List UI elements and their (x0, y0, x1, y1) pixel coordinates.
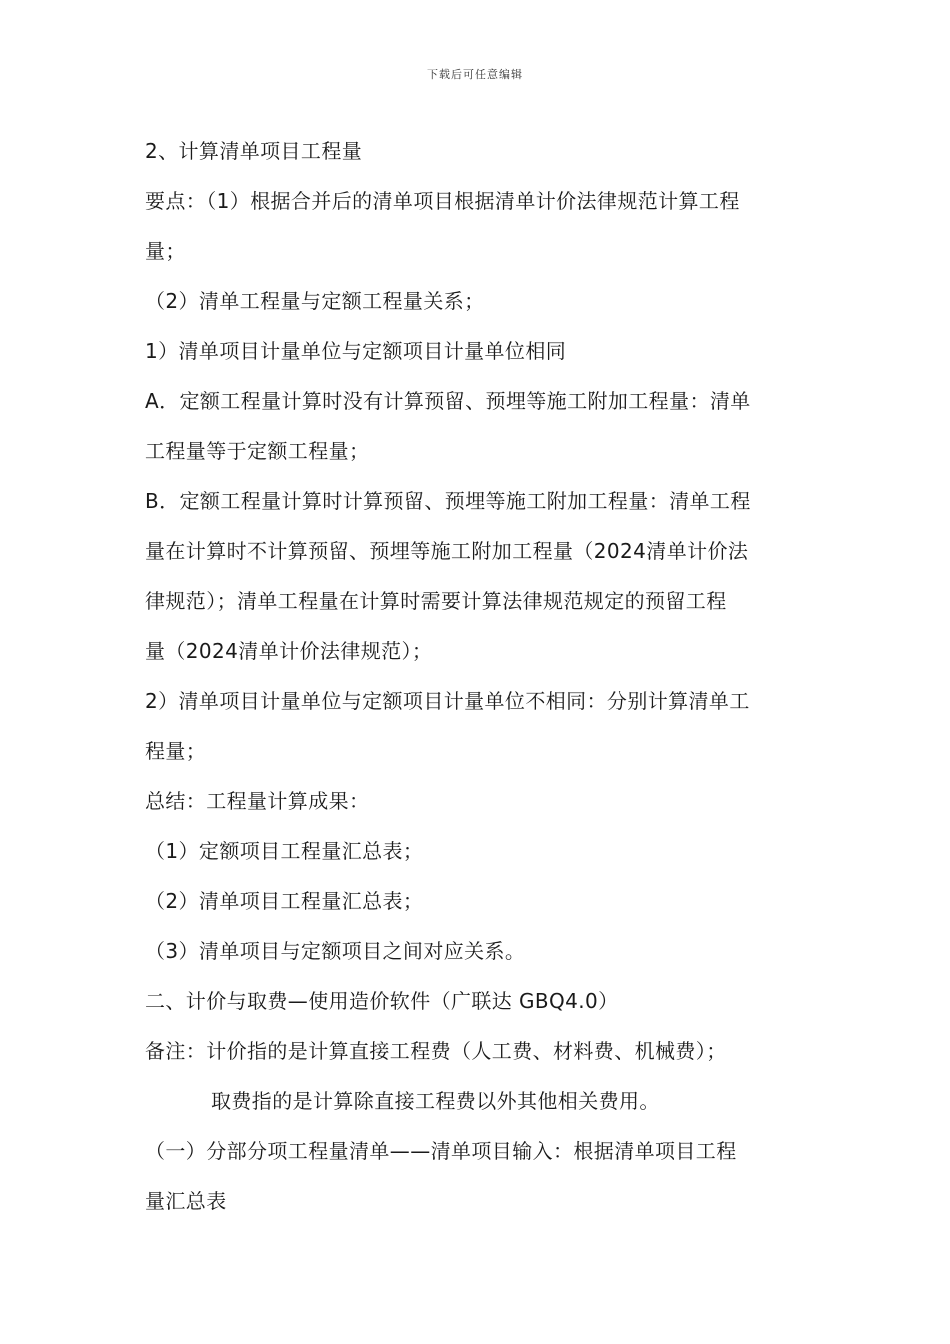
paragraph-line: 总结：工程量计算成果： (145, 789, 370, 813)
section-heading: 二、计价与取费—使用造价软件（广联达 GBQ4.0） (145, 989, 619, 1013)
paragraph-line: （2）清单工程量与定额工程量关系； (145, 289, 485, 313)
paragraph-line: 量（2024清单计价法律规范）； (145, 639, 433, 663)
note-line: 备注：计价指的是计算直接工程费（人工费、材料费、机械费）； (145, 1039, 727, 1063)
paragraph-line: 1）清单项目计量单位与定额项目计量单位相同 (145, 339, 567, 363)
paragraph-line: （一）分部分项工程量清单——清单项目输入：根据清单项目工程 (145, 1139, 737, 1163)
paragraph-line: 量在计算时不计算预留、预埋等施工附加工程量（2024清单计价法 (145, 539, 749, 563)
paragraph-line: 要点：（1）根据合并后的清单项目根据清单计价法律规范计算工程 (145, 189, 740, 213)
page-header: 下载后可任意编辑 (427, 68, 523, 81)
paragraph-line: A．定额工程量计算时没有计算预留、预埋等施工附加工程量：清单 (145, 389, 751, 413)
document-body (145, 126, 815, 1226)
paragraph-line: 2）清单项目计量单位与定额项目计量单位不相同：分别计算清单工 (145, 689, 750, 713)
list-item: （1）定额项目工程量汇总表； (145, 839, 424, 863)
paragraph-line: 律规范）；清单工程量在计算时需要计算法律规范规定的预留工程 (145, 589, 727, 613)
section-heading: 2、计算清单项目工程量 (145, 139, 363, 163)
paragraph-line: 程量； (145, 739, 207, 763)
list-item: （3）清单项目与定额项目之间对应关系。 (145, 939, 526, 963)
paragraph-line: 工程量等于定额工程量； (145, 439, 370, 463)
note-line-indented: 取费指的是计算除直接工程费以外其他相关费用。 (211, 1089, 660, 1113)
paragraph-line: 量； (145, 239, 186, 263)
paragraph-line: 量汇总表 (145, 1189, 227, 1213)
list-item: （2）清单项目工程量汇总表； (145, 889, 424, 913)
paragraph-line: B．定额工程量计算时计算预留、预埋等施工附加工程量：清单工程 (145, 489, 751, 513)
